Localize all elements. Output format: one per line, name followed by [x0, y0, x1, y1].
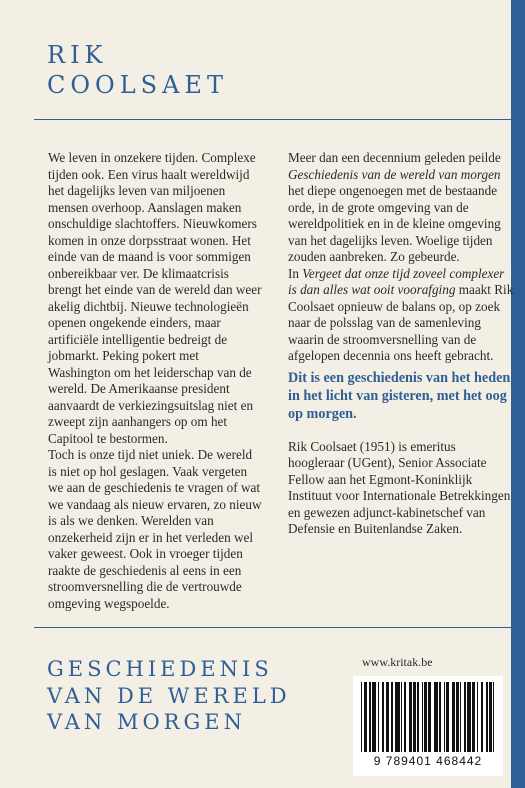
top-divider	[34, 119, 514, 120]
blurb-left-column	[48, 150, 262, 612]
blurb-paragraph	[288, 266, 514, 365]
book-title-reference: Vergeet dat onze tijd zoveel complexer is dan alles wat ooit voorafging	[288, 265, 505, 297]
blurb-paragraph	[288, 150, 514, 266]
isbn-number: 9 789401 468442	[373, 754, 483, 768]
barcode-bar	[493, 682, 494, 752]
book-title-line: GESCHIEDENIS	[47, 657, 273, 681]
tagline: Dit is een geschiedenis van het heden, in het licht van gisteren, met het oog op morgen.	[288, 369, 514, 422]
bottom-divider	[34, 627, 514, 628]
previous-book-title: Geschiedenis van de wereld van morgen	[288, 166, 501, 182]
text-span: het diepe ongenoegen met de bestaande orde, in de grote omgeving van de wereldpolitiek en in de kleine omgeving van het dagelijks leven. Woelige tijden zouden aanbreken. Zo gebeurde.	[288, 183, 501, 264]
blurb-right-column	[288, 150, 514, 538]
book-title	[47, 656, 291, 736]
blurb-paragraph: Toch is onze tijd niet uniek. De wereld is niet op hol geslagen. Vaak vergeten we aan de geschiedenis te vragen of wat we vandaag als nieuw ervaren, zo nieuw is als we denken. Werelden van onzekerheid zijn er in het verleden wel vaker geweest. Ook in vroeger tijden raakte de geschiedenis al eens in een stroomversnelling die de vertrouwde omgeving wegspoelde.	[48, 447, 262, 611]
book-title-line: VAN MORGEN	[47, 710, 246, 734]
publisher-url: www.kritak.be	[362, 655, 433, 669]
book-title-line: VAN DE WERELD	[47, 683, 291, 708]
author-bio: Rik Coolsaet (1951) is emeritus hoogleraar (UGent), Senior Associate Fellow aan het Egmont-Koninklijk Instituut voor Internationale Betrekkingen en gewezen adjunct-kabinetschef van Defensie en Buitenlandse Zaken.	[288, 438, 511, 536]
text-span: maakt Rik Coolsaet opnieuw de balans op, op zoek naar de polsslag van de samenleving waarin de stroomversnelling van de afgelopen decennia ons heeft gebracht.	[288, 282, 514, 363]
barcode-bars	[361, 682, 495, 752]
author-last-name: COOLSAET	[47, 71, 228, 99]
author-name	[47, 40, 228, 100]
text-span: Meer dan een decennium geleden peilde	[288, 150, 501, 165]
isbn-barcode	[353, 676, 503, 776]
author-first-name: RIK	[47, 41, 108, 69]
blurb-paragraph: We leven in onzekere tijden. Complexe tijden ook. Een virus haalt wereldwijd het dagelijks leven van miljoenen mensen overhoop. Aanslagen maken onschuldige slachtoffers. Nieuwkomers komen in onze dorpsstraat wonen. Het einde van de maand is voor sommigen onbereikbaar ver. De klimaatcrisis brengt het einde van de wereld dan weer akelig dichtbij. Nieuwe technologieën openen ongekende einders, maar artificiële intelligentie bedreigt de jobmarkt. Peking pokert met Washington om het leiderschap van de wereld. De Amerikaanse president aanvaardt de verkiezingsuitslag niet en zweept zijn aanhangers op om het Capitool te bestormen.	[48, 150, 262, 446]
text-span: In	[288, 265, 303, 281]
